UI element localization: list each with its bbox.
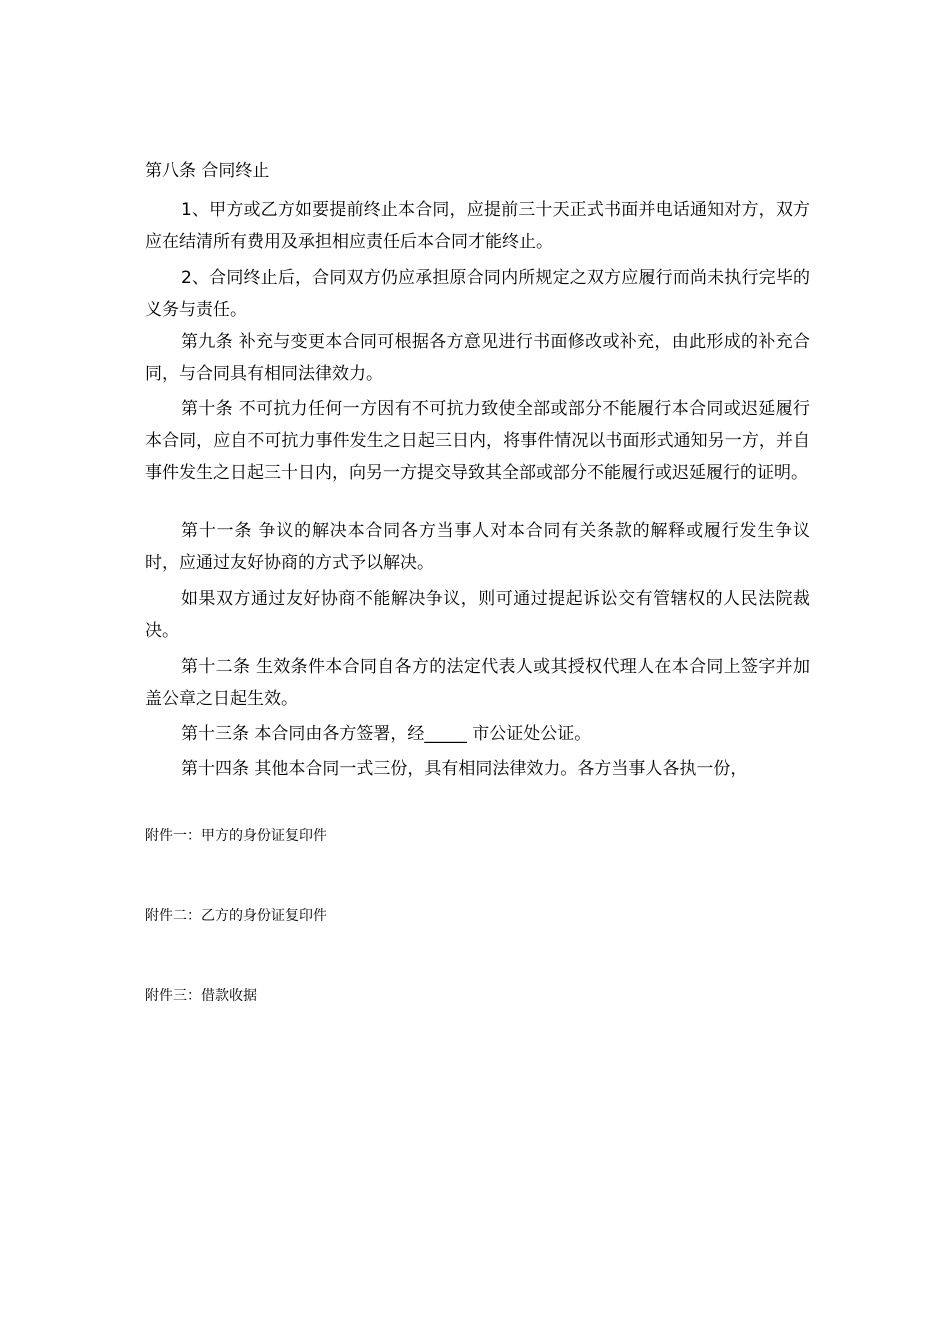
article-8-heading: 第八条 合同终止 bbox=[145, 161, 270, 181]
annex-1-label: 附件一：甲方的身份证复印件 bbox=[145, 828, 327, 844]
annex-2-label: 附件二：乙方的身份证复印件 bbox=[145, 908, 327, 924]
article-11-paragraph: 第十一条 争议的解决本合同各方当事人对本合同有关条款的解释或履行发生争议时，应通过友好协商的方式予以解决。 bbox=[145, 521, 810, 573]
article-12-paragraph: 第十二条 生效条件本合同自各方的法定代表人或其授权代理人在本合同上签字并加盖公章之日起生效。 bbox=[145, 657, 810, 709]
article-13-paragraph: 第十三条 本合同由各方签署，经_____ 市公证处公证。 bbox=[181, 724, 592, 744]
annex-3-label: 附件三：借款收据 bbox=[145, 988, 257, 1004]
article-11-continuation: 如果双方通过友好协商不能解决争议，则可通过提起诉讼交有管辖权的人民法院裁决。 bbox=[145, 589, 810, 641]
article-8-item-2: 2、合同终止后，合同双方仍应承担原合同内所规定之双方应履行而尚未执行完毕的义务与责任。 bbox=[145, 268, 810, 320]
article-14-paragraph: 第十四条 其他本合同一式三份，具有相同法律效力。各方当事人各执一份， bbox=[181, 759, 748, 779]
article-9-paragraph: 第九条 补充与变更本合同可根据各方意见进行书面修改或补充，由此形成的补充合同，与合同具有相同法律效力。 bbox=[145, 332, 810, 384]
article-8-item-1: 1、甲方或乙方如要提前终止本合同，应提前三十天正式书面并电话通知对方，双方应在结清所有费用及承担相应责任后本合同才能终止。 bbox=[145, 200, 810, 252]
article-10-paragraph: 第十条 不可抗力任何一方因有不可抗力致使全部或部分不能履行本合同或迟延履行本合同，应自不可抗力事件发生之日起三日内，将事件情况以书面形式通知另一方，并自事件发生之日起三十日内，向另一方提交导致其全部或部分不能履行或迟延履行的证明。 bbox=[145, 399, 810, 483]
